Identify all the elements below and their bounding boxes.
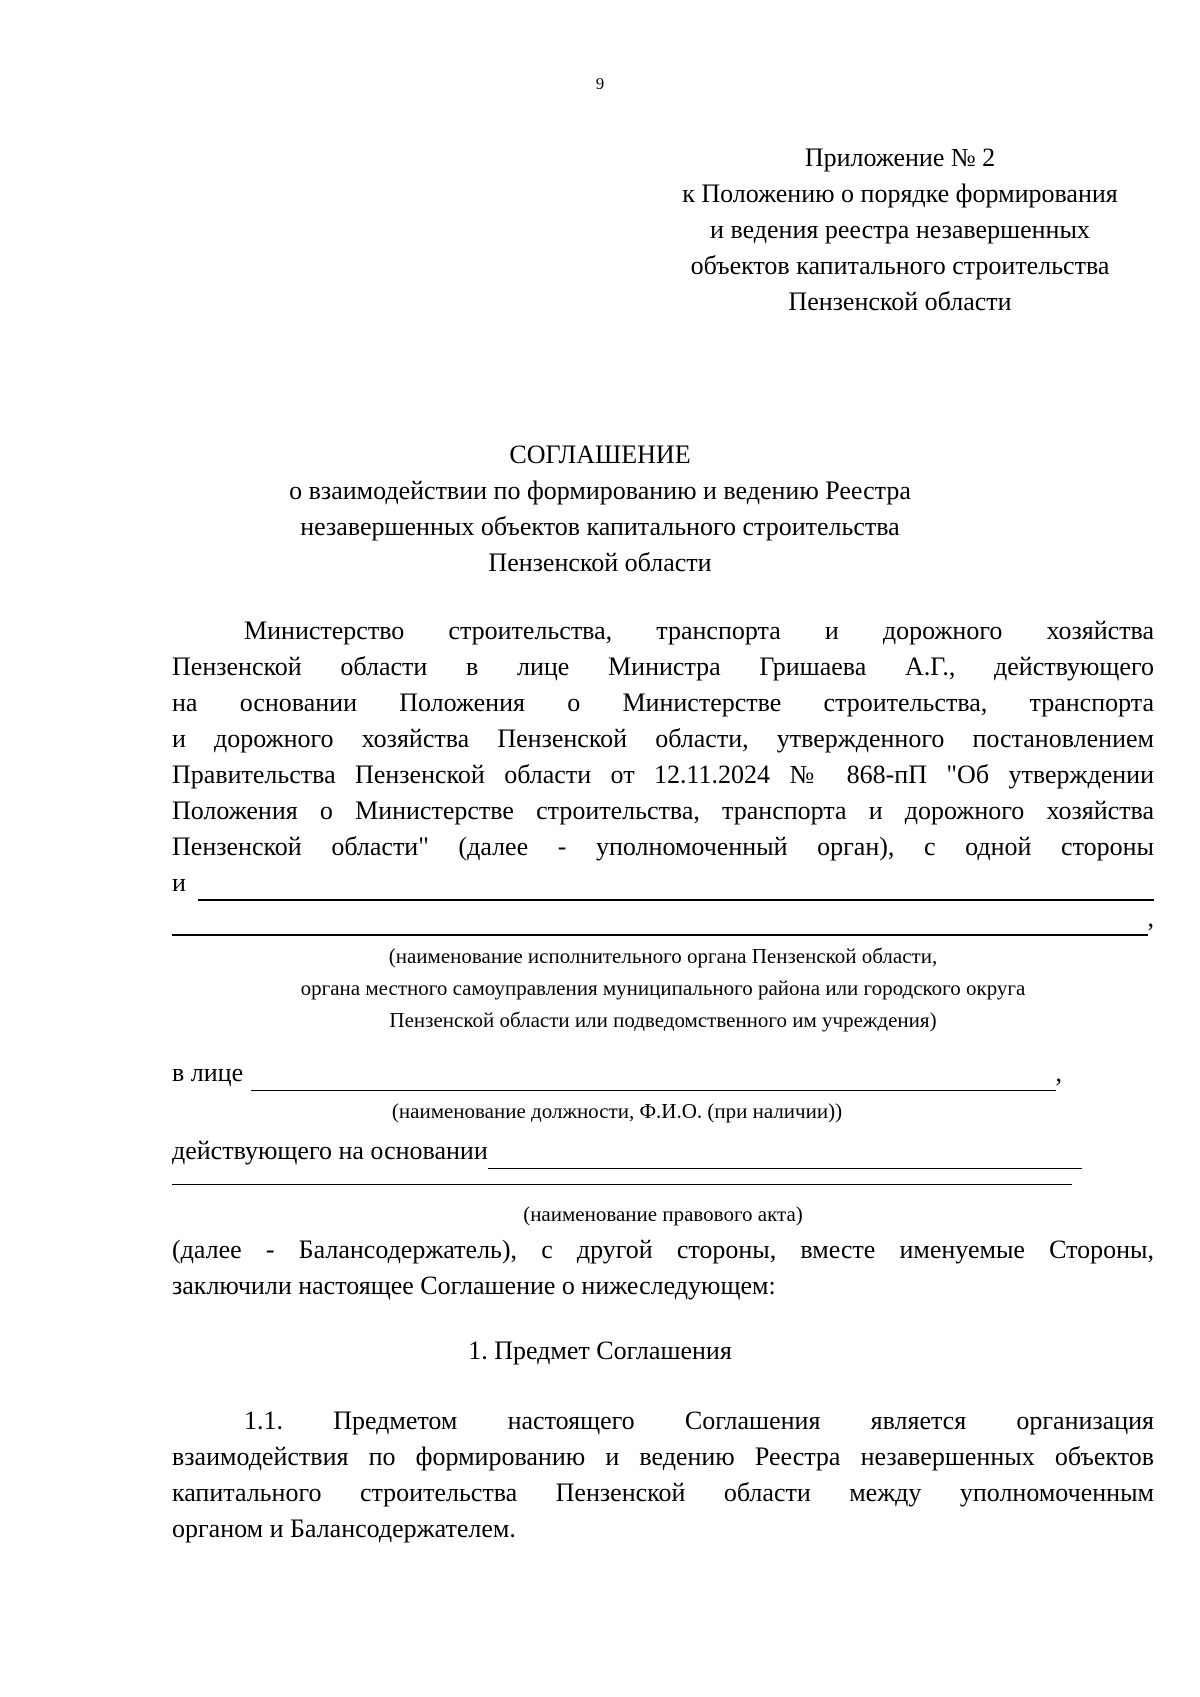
preamble-line: Пензенской области" (далее - уполномоченный орган), с одной стороны bbox=[172, 832, 1154, 861]
acting-basis-caption: (наименование правового акта) bbox=[523, 1202, 803, 1226]
appendix-line: Пензенской области bbox=[788, 287, 1012, 316]
closing-line: (далее - Балансодержатель), с другой стороны, вместе именуемые Стороны, bbox=[172, 1235, 1154, 1264]
document-title bbox=[0, 437, 1200, 581]
party-name-blank-2[interactable] bbox=[172, 908, 1148, 936]
comma: , bbox=[1055, 1058, 1062, 1087]
in-person-caption: (наименование должности, Ф.И.О. (при наличии)) bbox=[391, 1099, 843, 1123]
page-number: 9 bbox=[595, 74, 605, 93]
party-name-line bbox=[172, 865, 1154, 901]
in-person-label: в лице bbox=[172, 1058, 244, 1087]
acting-basis-blank-2[interactable] bbox=[172, 1158, 1072, 1185]
acting-basis-line-2 bbox=[172, 1158, 1072, 1185]
title-line: Пензенской области bbox=[488, 548, 712, 577]
party-name-line-2 bbox=[172, 900, 1154, 936]
party-name-blank[interactable] bbox=[198, 873, 1154, 901]
closing-paragraph bbox=[172, 1232, 1154, 1304]
preamble-line: Пензенской области в лице Министра Гришаева А.Г., действующего bbox=[172, 652, 1154, 681]
appendix-line: к Положению о порядке формирования bbox=[682, 179, 1118, 208]
caption-line: Пензенской области или подведомственного им учреждения) bbox=[389, 1008, 937, 1032]
appendix-block bbox=[640, 140, 1160, 320]
in-person-blank[interactable] bbox=[251, 1064, 1055, 1091]
paragraph-line: органом и Балансодержателем. bbox=[172, 1514, 516, 1543]
preamble-line: на основании Положения о Министерстве строительства, транспорта bbox=[172, 688, 1154, 717]
acting-basis-label: действующего на основании bbox=[172, 1136, 488, 1165]
preamble-line: Правительства Пензенской области от 12.11.2024 № 868-пП "Об утверждении bbox=[172, 760, 1154, 789]
paragraph-line: взаимодействия по формированию и ведению Реестра незавершенных объектов bbox=[172, 1442, 1154, 1471]
and-word: и bbox=[172, 868, 186, 897]
caption-line: (наименование исполнительного органа Пензенской области, bbox=[388, 944, 938, 968]
title-line: незавершенных объектов капитального строительства bbox=[300, 512, 900, 541]
preamble-line: Положения о Министерстве строительства, транспорта и дорожного хозяйства bbox=[172, 796, 1154, 825]
comma: , bbox=[1147, 903, 1154, 932]
section-heading: 1. Предмет Соглашения bbox=[468, 1336, 732, 1365]
title-line: о взаимодействии по формированию и ведению Реестра bbox=[289, 476, 911, 505]
preamble-line: Министерство строительства, транспорта и дорожного хозяйства bbox=[244, 616, 1154, 645]
closing-line: заключили настоящее Соглашение о нижеследующем: bbox=[172, 1271, 776, 1300]
in-person-line bbox=[172, 1055, 1062, 1091]
title-heading: СОГЛАШЕНИЕ bbox=[509, 440, 691, 469]
appendix-line: объектов капитального строительства bbox=[690, 251, 1110, 280]
preamble-line: и дорожного хозяйства Пензенской области, утвержденного постановлением bbox=[172, 724, 1154, 753]
preamble bbox=[172, 613, 1154, 865]
appendix-line: и ведения реестра незавершенных bbox=[710, 215, 1090, 244]
caption-line: органа местного самоуправления муниципального района или городского округа bbox=[300, 976, 1026, 1000]
appendix-line: Приложение № 2 bbox=[804, 143, 996, 172]
section-paragraph bbox=[172, 1403, 1154, 1547]
paragraph-line: капитального строительства Пензенской области между уполномоченным bbox=[172, 1478, 1154, 1507]
paragraph-line: 1.1. Предметом настоящего Соглашения является организация bbox=[244, 1406, 1154, 1435]
org-caption bbox=[172, 940, 1154, 1036]
